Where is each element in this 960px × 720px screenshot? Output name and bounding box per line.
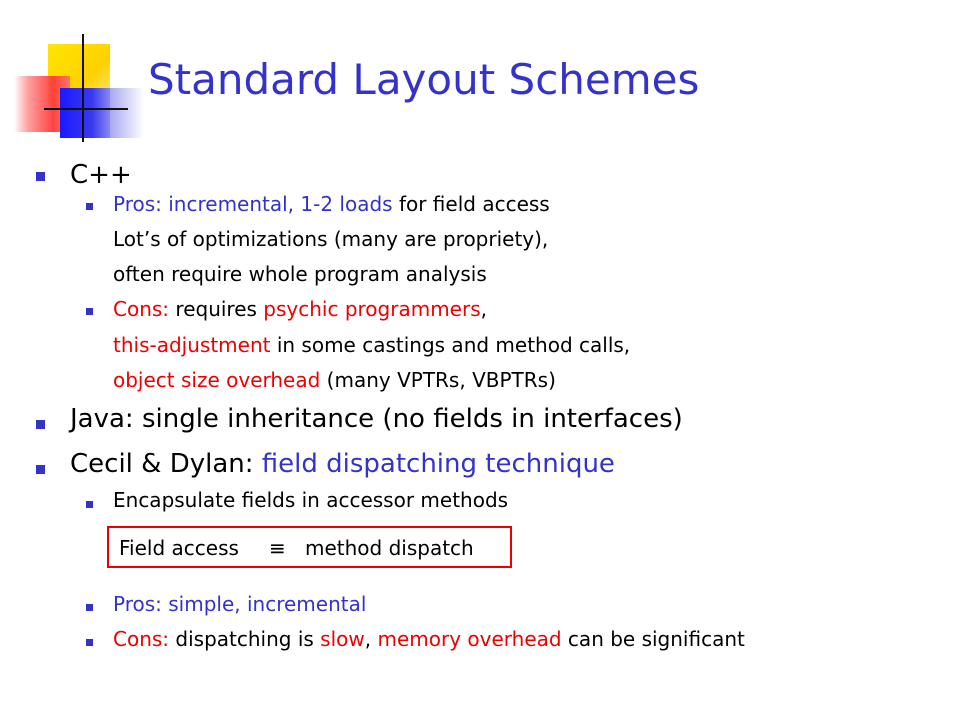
cpp-pros-line — [113, 192, 550, 216]
cpp-cons3-highlight: object size overhead — [113, 368, 321, 392]
cpp-cons-highlight: psychic programmers — [263, 297, 481, 321]
cecil-pros: Pros: simple, incremental — [113, 592, 367, 616]
bullet-java — [36, 420, 45, 429]
bullet-cecil-sub1 — [86, 501, 93, 508]
equivalence-box — [107, 526, 512, 568]
logo-horizontal-line — [44, 108, 128, 110]
cecil-sub1: Encapsulate fields in accessor methods — [113, 488, 509, 512]
slide-title: Standard Layout Schemes — [148, 55, 700, 104]
eq-box-left: Field access — [119, 536, 239, 560]
bullet-cecil — [36, 465, 45, 474]
eq-box-right: method dispatch — [305, 536, 474, 560]
cecil-cons-memory: memory overhead — [377, 627, 562, 651]
cpp-cons2-rest: in some castings and method calls, — [270, 333, 631, 357]
cecil-cons-slow: slow — [320, 627, 365, 651]
cecil-cons-mid1: dispatching is — [169, 627, 321, 651]
cpp-cons-line — [113, 297, 487, 321]
cpp-cons2-highlight: this-adjustment — [113, 333, 271, 357]
cpp-cons-end: , — [480, 297, 487, 321]
heading-cpp: C++ — [70, 160, 132, 190]
cecil-line — [70, 449, 615, 479]
cpp-cons3-rest: (many VPTRs, VBPTRs) — [320, 368, 556, 392]
cecil-technique: field dispatching technique — [253, 449, 615, 479]
cpp-pros-highlight: incremental, 1-2 loads — [161, 192, 393, 216]
logo-blue-fade — [110, 88, 144, 138]
cecil-cons — [113, 627, 745, 651]
cpp-cons-line3 — [113, 368, 556, 392]
logo-vertical-line — [82, 34, 84, 142]
cecil-cons-mid2: , — [364, 627, 378, 651]
cpp-cons-line2 — [113, 333, 630, 357]
equivalence-symbol: ≡ — [269, 536, 286, 560]
cecil-cons-label: Cons: — [113, 627, 170, 651]
java-line: Java: single inheritance (no fields in interfaces) — [70, 404, 683, 434]
bullet-cpp-pros — [86, 203, 93, 210]
cpp-pros-line3: often require whole program analysis — [113, 262, 487, 286]
cecil-cons-end: can be significant — [561, 627, 745, 651]
cpp-cons-label: Cons: — [113, 297, 170, 321]
bullet-cpp — [36, 172, 45, 181]
cpp-pros-rest: for field access — [392, 192, 550, 216]
cecil-label: Cecil & Dylan: — [70, 449, 254, 479]
cpp-cons-mid: requires — [169, 297, 264, 321]
bullet-cecil-cons — [86, 639, 93, 646]
bullet-cecil-pros — [86, 604, 93, 611]
logo-blue-square — [60, 88, 114, 138]
cpp-pros-label: Pros: — [113, 192, 162, 216]
bullet-cpp-cons — [86, 308, 93, 315]
cpp-pros-line2: Lot’s of optimizations (many are propriety), — [113, 227, 549, 251]
